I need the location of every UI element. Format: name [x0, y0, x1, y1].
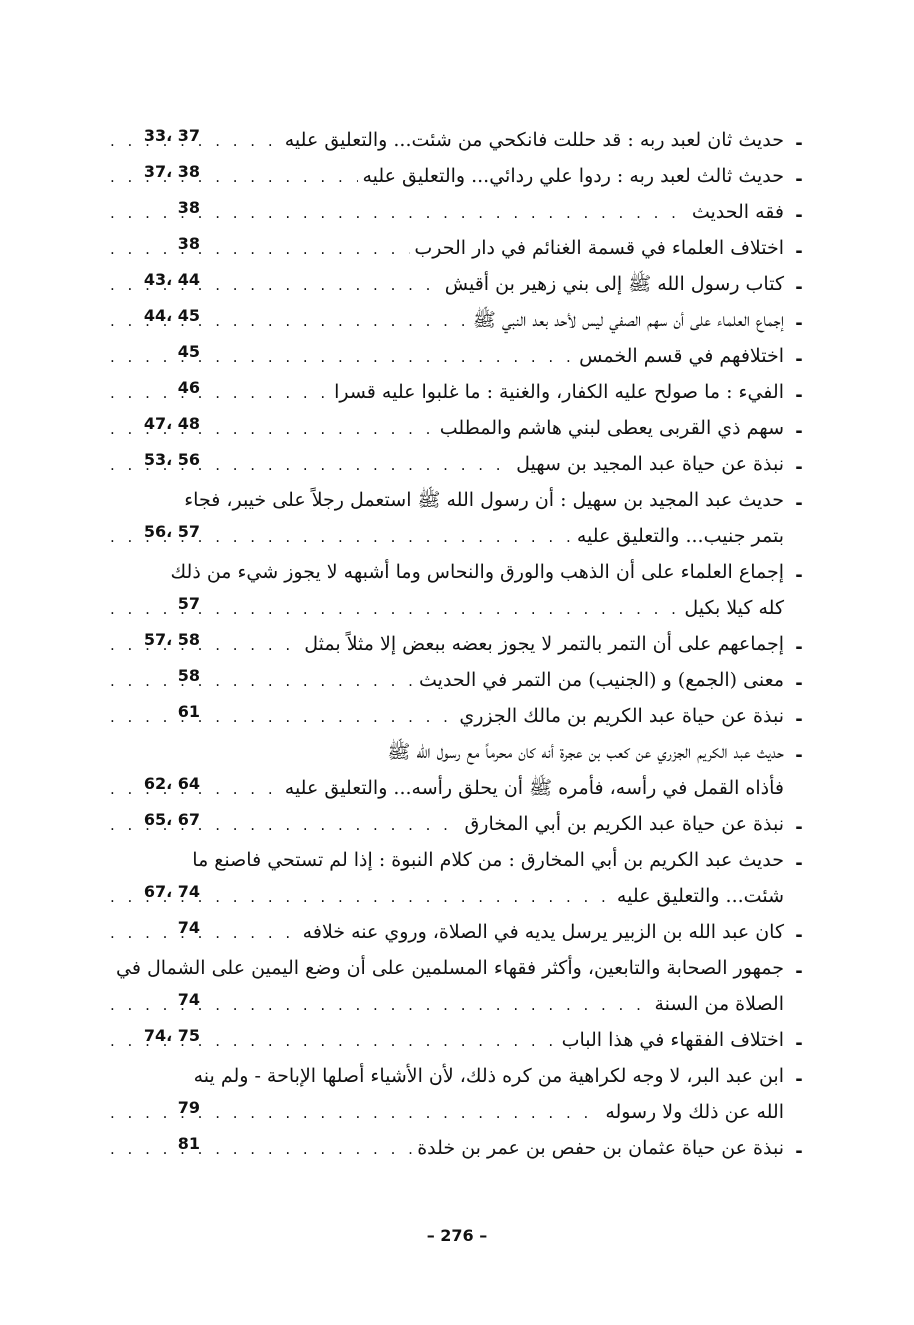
- page-number: – 276 –: [426, 1226, 488, 1245]
- entry-title: إجماع العلماء على أن سهم الصفي ليس لأحد بعد النبي ﷺ: [472, 309, 784, 331]
- entry-pages: 61: [177, 702, 200, 721]
- entry-pages: 79: [177, 1098, 200, 1117]
- entry-title: اختلاف العلماء في قسمة الغنائم في دار الحرب: [414, 237, 784, 259]
- entry-pages: 53، 56: [143, 450, 200, 469]
- bullet-dash: -: [795, 673, 803, 694]
- toc-entry: [110, 734, 810, 806]
- toc-entry: [110, 626, 810, 662]
- entry-pages: 57، 58: [143, 630, 200, 649]
- entry-title: سهم ذي القربى يعطى لبني هاشم والمطلب: [439, 417, 784, 439]
- entry-pages: 81: [177, 1134, 200, 1153]
- bullet-dash: -: [795, 493, 803, 514]
- bullet-dash: -: [795, 565, 803, 586]
- entry-title: حديث ثالث لعبد ربه : ردوا علي ردائي... والتعليق عليه: [362, 165, 784, 187]
- bullet-dash: -: [795, 205, 803, 226]
- toc-entry: [110, 914, 810, 950]
- bullet-dash: -: [795, 421, 803, 442]
- bullet-dash: -: [795, 313, 803, 334]
- entry-pages: 74: [177, 918, 200, 937]
- toc-entry: [110, 410, 810, 446]
- bullet-dash: -: [795, 349, 803, 370]
- entry-title: إجماعهم على أن التمر بالتمر لا يجوز بعضه ببعض إلا مثلاً بمثل: [304, 633, 784, 655]
- bullet-dash: -: [795, 637, 803, 658]
- toc-entry: [110, 446, 810, 482]
- table-of-contents: [110, 122, 810, 1166]
- bullet-dash: -: [795, 961, 803, 982]
- toc-entry: [110, 194, 810, 230]
- entry-title: حديث عبد الكريم بن أبي المخارق : من كلام النبوة : إذا لم تستحي فاصنع ما: [192, 849, 784, 871]
- entry-pages: 56، 57: [143, 522, 200, 541]
- bullet-dash: -: [795, 709, 803, 730]
- entry-pages: 65، 67: [143, 810, 200, 829]
- bullet-dash: -: [795, 385, 803, 406]
- entry-pages: 38: [177, 198, 200, 217]
- toc-entry: [110, 1130, 810, 1166]
- entry-pages: 57: [177, 594, 200, 613]
- toc-entry: [110, 842, 810, 914]
- toc-entry: [110, 1022, 810, 1058]
- toc-entry: [110, 698, 810, 734]
- bullet-dash: -: [795, 853, 803, 874]
- bullet-dash: -: [795, 1069, 803, 1090]
- bullet-dash: -: [795, 745, 803, 766]
- toc-entry: [110, 662, 810, 698]
- entry-title-continued: الصلاة من السنة: [654, 993, 784, 1015]
- entry-title: نبذة عن حياة عبد الكريم بن مالك الجزري: [459, 705, 784, 727]
- entry-title: جمهور الصحابة والتابعين، وأكثر فقهاء المسلمين على أن وضع اليمين على الشمال في: [115, 957, 784, 979]
- entry-title-continued: كله كيلا بكيل: [684, 597, 784, 619]
- entry-title: حديث عبد المجيد بن سهيل : أن رسول الله ﷺ استعمل رجلاً على خيبر، فجاء: [184, 489, 784, 511]
- entry-title: كان عبد الله بن الزبير يرسل يديه في الصلاة، وروي عنه خلافه: [302, 921, 784, 943]
- entry-title: ابن عبد البر، لا وجه لكراهية من كره ذلك، لأن الأشياء أصلها الإباحة - ولم ينه: [193, 1065, 784, 1087]
- toc-entry: [110, 122, 810, 158]
- entry-title: اختلاف الفقهاء في هذا الباب: [561, 1029, 784, 1051]
- entry-pages: 44، 45: [143, 306, 200, 325]
- entry-pages: 74: [177, 990, 200, 1009]
- entry-title: نبذة عن حياة عثمان بن حفص بن عمر بن خلدة: [417, 1137, 784, 1159]
- entry-title: حديث ثان لعبد ربه : قد حللت فانكحي من شئت... والتعليق عليه: [284, 129, 784, 151]
- entry-pages: 45: [177, 342, 200, 361]
- bullet-dash: -: [795, 457, 803, 478]
- entry-title-continued: الله عن ذلك ولا رسوله: [605, 1101, 784, 1123]
- toc-entry: [110, 806, 810, 842]
- bullet-dash: -: [795, 133, 803, 154]
- entry-title: كتاب رسول الله ﷺ إلى بني زهير بن أقيش: [444, 273, 784, 295]
- bullet-dash: -: [795, 169, 803, 190]
- entry-title: اختلافهم في قسم الخمس: [579, 345, 784, 367]
- bullet-dash: -: [795, 1033, 803, 1054]
- bullet-dash: -: [795, 925, 803, 946]
- entry-pages: 67، 74: [143, 882, 200, 901]
- toc-entry: [110, 1058, 810, 1130]
- entry-title: معنى (الجمع) و (الجنيب) من التمر في الحديث: [419, 669, 784, 691]
- entry-pages: 46: [177, 378, 200, 397]
- entry-title-continued: شئت... والتعليق عليه: [616, 885, 784, 907]
- entry-title: نبذة عن حياة عبد المجيد بن سهيل: [516, 453, 784, 475]
- toc-entry: [110, 554, 810, 626]
- entry-title: نبذة عن حياة عبد الكريم بن أبي المخارق: [464, 813, 784, 835]
- toc-entry: [110, 266, 810, 302]
- bullet-dash: -: [795, 817, 803, 838]
- entry-pages: 37، 38: [143, 162, 200, 181]
- toc-entry: [110, 482, 810, 554]
- toc-entry: [110, 230, 810, 266]
- entry-title: الفيء : ما صولح عليه الكفار، والغنية : ما غلبوا عليه قسرا: [334, 381, 784, 403]
- entry-pages: 58: [177, 666, 200, 685]
- entry-pages: 38: [177, 234, 200, 253]
- toc-entry: [110, 338, 810, 374]
- toc-entry: [110, 302, 810, 338]
- entry-title-continued: بتمر جنيب... والتعليق عليه: [576, 525, 784, 547]
- entry-pages: 33، 37: [143, 126, 200, 145]
- entry-title-continued: فأذاه القمل في رأسه، فأمره ﷺ أن يحلق رأسه... والتعليق عليه: [284, 777, 784, 799]
- toc-entry: [110, 374, 810, 410]
- toc-entry: [110, 950, 810, 1022]
- bullet-dash: -: [795, 1141, 803, 1162]
- entry-pages: 47، 48: [143, 414, 200, 433]
- bullet-dash: -: [795, 241, 803, 262]
- entry-title: فقه الحديث: [691, 201, 784, 223]
- toc-entry: [110, 158, 810, 194]
- bullet-dash: -: [795, 277, 803, 298]
- entry-pages: 43، 44: [143, 270, 200, 289]
- entry-pages: 62، 64: [143, 774, 200, 793]
- entry-pages: 74، 75: [143, 1026, 200, 1045]
- entry-title: حديث عبد الكريم الجزري عن كعب بن عجرة أنه كان محرماً مع رسول الله ﷺ: [387, 741, 784, 763]
- entry-title: إجماع العلماء على أن الذهب والورق والنحاس وما أشبهه لا يجوز شيء من ذلك: [170, 561, 784, 583]
